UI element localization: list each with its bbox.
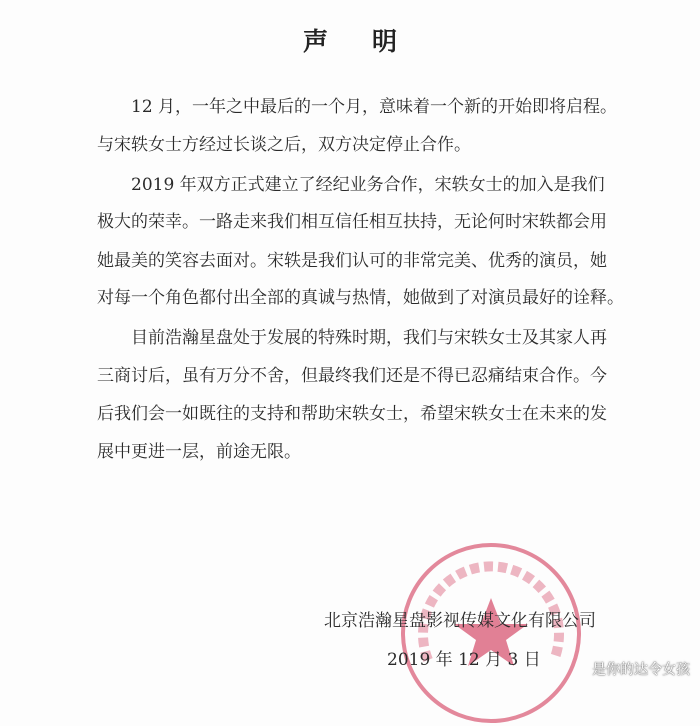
company-signature: 北京浩瀚星盘影视传媒文化有限公司	[324, 611, 596, 631]
paragraph-2-line-3: 她最美的笑容去面对。宋轶是我们认可的非常完美、优秀的演员，她	[97, 251, 607, 271]
paragraph-3-line-1: 目前浩瀚星盘处于发展的特殊时期，我们与宋轶女士及其家人再	[131, 328, 607, 348]
paragraph-3-line-4: 展中更进一层，前途无限。	[97, 442, 301, 462]
company-seal	[398, 540, 584, 726]
paragraph-1-line-1: 12 月，一年之中最后的一个月，意味着一个新的开始即将启程。	[131, 97, 618, 117]
document-date: 2019 年 12 月 3 日	[387, 650, 541, 670]
paragraph-3-line-2: 三商讨后，虽有万分不舍，但最终我们还是不得已忍痛结束合作。今	[97, 366, 607, 386]
paragraph-2-line-2: 极大的荣幸。一路走来我们相互信任相互扶持，无论何时宋轶都会用	[97, 212, 607, 232]
watermark: 是你的达令女孩	[592, 662, 690, 678]
paragraph-3-line-3: 后我们会一如既往的支持和帮助宋轶女士，希望宋轶女士在未来的发	[97, 404, 607, 424]
paragraph-1-line-2: 与宋轶女士方经过长谈之后，双方决定停止合作。	[97, 135, 471, 155]
paragraph-2-line-1: 2019 年双方正式建立了经纪业务合作，宋轶女士的加入是我们	[131, 175, 605, 195]
paragraph-2-line-4: 对每一个角色都付出全部的真诚与热情，她做到了对演员最好的诠释。	[97, 288, 624, 308]
document-title: 声明	[302, 27, 441, 56]
